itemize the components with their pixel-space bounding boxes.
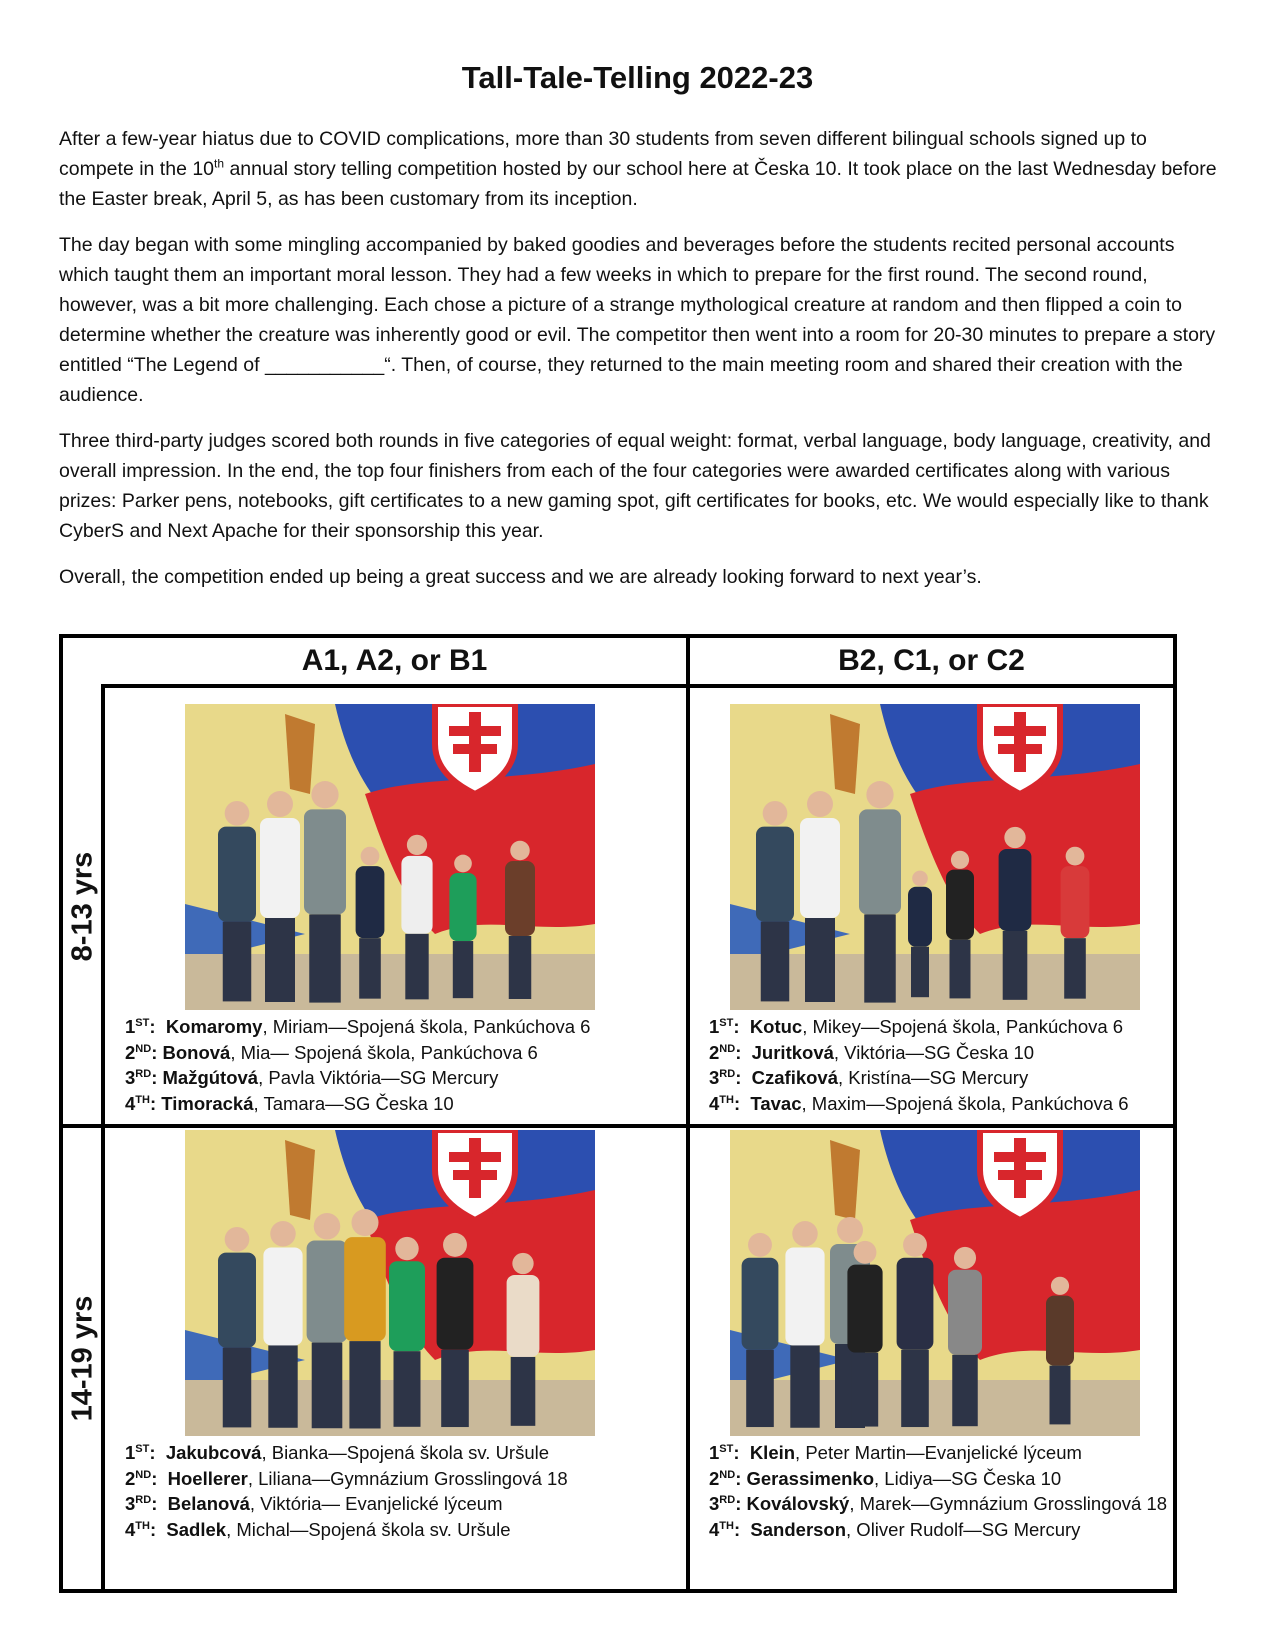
surname: Belanová [167,1493,250,1514]
page-title: Tall-Tale-Telling 2022-23 [461,60,814,95]
person-torso [742,1258,779,1350]
place-separator: : [735,1493,747,1514]
cell-older-lower [105,1128,686,1589]
person-torso [756,827,794,922]
place-separator: : [735,1067,752,1088]
result-row [125,1517,568,1543]
person-head [443,1233,467,1257]
cross-bar-top [994,726,1046,736]
cross-bar-bottom [998,1170,1042,1180]
cross-vertical [469,712,481,772]
person-torso [785,1247,824,1345]
person-torso [908,887,932,947]
place-separator: : [735,1041,752,1063]
name-and-school: , Bianka—Spojená škola sv. Uršule [261,1442,550,1463]
person-legs [952,1355,978,1426]
surname: Koválovský [746,1493,850,1514]
person-torso [307,1241,348,1343]
cell-younger-lower [105,688,686,1124]
place-number: 1 [709,1442,720,1463]
person-legs [312,1343,343,1429]
person-head [912,871,928,887]
name-and-school: , Peter Martin—Evanjelické lýceum [795,1442,1082,1463]
name-and-school: , Liliana—Gymnázium Grosslingová 18 [247,1467,568,1489]
group-photo [185,704,595,1010]
result-row [709,1014,1129,1040]
person-torso [449,873,476,941]
name-and-school: , Viktória—SG Česka 10 [833,1041,1035,1063]
name-and-school: , Viktória— Evanjelické lýceum [249,1493,503,1514]
row-label-older: 14-19 yrs [66,1295,99,1422]
name-and-school: , Miriam—Spojená škola, Pankúchova 6 [262,1016,591,1037]
cross-bar-bottom [998,744,1042,754]
place-number: 3 [709,1067,720,1088]
place-separator: : [149,1092,162,1114]
person-legs [265,918,295,1002]
place-separator: : [151,1493,168,1514]
person-torso [859,809,901,914]
name-and-school: , Pavla Viktória—SG Mercury [258,1067,499,1088]
place-number: 2 [709,1467,720,1489]
person-legs [761,922,790,1002]
person-legs [746,1350,774,1427]
person-legs [223,922,252,1002]
person-head [1004,827,1025,848]
place-suffix: RD [719,1493,736,1506]
result-row [709,1091,1129,1117]
person-torso [897,1258,934,1350]
intro-paragraph-4: Overall, the competition ended up being a great success and we are already looking forward to next year’s. [59,566,982,588]
person-legs [950,940,971,999]
place-number: 1 [125,1016,136,1037]
person-torso [999,849,1032,931]
photo-illustration [730,704,1140,1010]
surname: Bonová [162,1041,231,1063]
place-separator: : [733,1518,751,1540]
person-torso [389,1261,425,1351]
person-head [854,1241,877,1264]
name-and-school: , Mia— Spojená škola, Pankúchova 6 [230,1041,538,1063]
person-legs [405,934,428,1000]
person-head [395,1237,418,1260]
person-legs [441,1350,469,1427]
name-and-school: , Oliver Rudolf—SG Mercury [846,1518,1081,1540]
person-head [792,1221,817,1246]
surname: Tavac [750,1092,802,1114]
surname: Klein [749,1442,796,1463]
person-head [225,801,250,826]
place-suffix: ND [719,1042,736,1055]
place-suffix: RD [719,1067,736,1080]
place-number: 3 [125,1067,136,1088]
place-suffix: ND [719,1468,736,1481]
person-legs [1003,931,1028,1000]
person-head [837,1217,863,1243]
person-torso [260,818,300,918]
place-suffix: ND [135,1042,152,1055]
group-photo [185,1130,595,1436]
group-photo [730,1130,1140,1436]
person-legs [349,1341,380,1428]
place-separator: : [149,1016,166,1037]
result-row [709,1517,1167,1543]
person-head [903,1233,927,1257]
place-separator: : [149,1518,167,1540]
cross-vertical [1014,712,1026,772]
cross-vertical [1014,1138,1026,1198]
place-number: 4 [125,1092,136,1114]
place-separator: : [151,1041,163,1063]
person-legs [790,1345,819,1427]
intro-paragraph-1: After a few-year hiatus due to COVID complications, more than 30 students from seven different bilingual schools signed up to compete in the 10th annual story telling competition hosted by our school here at Česka 10. It took place on the last Wednesday before the Easter break, April 5, as has been customary from its inception. [59,128,1217,210]
surname: Sanderson [750,1518,847,1540]
row-label-younger: 8-13 yrs [66,851,99,961]
place-suffix: ST [135,1016,150,1029]
person-head [351,1209,378,1236]
cross-vertical [469,1138,481,1198]
person-torso [847,1265,882,1353]
person-head [361,847,380,866]
cross-bar-top [449,1152,501,1162]
person-head [510,841,530,861]
column-header-upper-levels: B2, C1, or C2 [838,644,1025,677]
surname: Gerassimenko [746,1467,875,1489]
cross-bar-bottom [453,1170,497,1180]
place-number: 1 [709,1016,720,1037]
person-torso [263,1247,302,1345]
results-table [59,634,1177,1593]
person-head [270,1221,295,1246]
place-suffix: RD [135,1493,152,1506]
result-row [709,1491,1167,1517]
result-row [125,1065,590,1091]
place-suffix: TH [719,1519,734,1532]
person-torso [1046,1296,1074,1366]
surname: Sadlek [166,1518,227,1540]
surname: Mažgútová [162,1067,259,1088]
result-row [125,1466,568,1492]
place-separator: : [733,1442,750,1463]
result-row [709,1440,1167,1466]
result-row [125,1440,568,1466]
name-and-school: , Michal—Spojená škola sv. Uršule [226,1518,511,1540]
intro-paragraph-2: The day began with some mingling accompanied by baked goodies and beverages before the students recited personal accounts which taught them an important moral lesson. They had a few weeks in which to prepare for the first round. The second round, however, was a bit more challenging. Each chose a picture of a strange mythological creature at random and then flipped a coin to determine whether the creature was inherently good or evil. The competitor then went into a room for 20-30 minutes to prepare a story entitled “The Legend of ___________“. Then, of course, they returned to the main meeting room and shared their creation with the audience. [59,234,1216,406]
person-legs [1050,1366,1071,1425]
place-separator: : [151,1067,163,1088]
result-row [709,1065,1129,1091]
name-and-school: , Maxim—Spojená škola, Pankúchova 6 [801,1092,1129,1114]
place-separator: : [149,1442,166,1463]
place-suffix: TH [135,1093,150,1106]
person-legs [1064,938,1086,998]
person-legs [394,1351,421,1427]
place-number: 4 [125,1518,136,1540]
group-photo [730,704,1140,1010]
person-torso [356,866,385,938]
person-torso [505,861,535,936]
person-legs [268,1345,297,1427]
place-separator: : [151,1467,168,1489]
person-head [225,1227,250,1252]
surname: Kotuc [749,1016,803,1037]
person-head [748,1233,772,1257]
photo-illustration [185,1130,595,1436]
place-separator: : [733,1016,750,1037]
photo-illustration [730,1130,1140,1436]
results-list [125,1014,590,1116]
place-separator: : [733,1092,751,1114]
place-number: 3 [125,1493,136,1514]
person-torso [437,1258,474,1350]
person-legs [901,1350,929,1427]
place-suffix: ST [719,1016,734,1029]
place-suffix: RD [135,1067,152,1080]
photo-illustration [185,704,595,1010]
results-list [709,1014,1129,1116]
person-head [267,791,293,817]
name-and-school: , Lidiya—SG Česka 10 [874,1467,1062,1489]
person-torso [800,818,840,918]
person-torso [304,809,346,914]
results-list [125,1440,568,1542]
place-suffix: TH [719,1093,734,1106]
column-header-lower-levels: A1, A2, or B1 [301,644,488,677]
intro-paragraph-3: Three third-party judges scored both rounds in five categories of equal weight: format, verbal language, body language, creativity, and overall impression. In the end, the top four finishers from each of the four categories were awarded certificates along with various prizes: Parker pens, notebooks, gift certificates to a new gaming spot, gift certificates for books, etc. We would especially like to thank CyberS and Next Apache for their sponsorship this year. [59,430,1211,542]
place-separator: : [735,1467,747,1489]
cell-younger-upper [690,688,1173,1124]
surname: Czafiková [751,1067,839,1088]
person-torso [507,1275,540,1357]
person-head [951,851,969,869]
name-and-school: , Kristína—SG Mercury [838,1067,1029,1088]
surname: Juritková [751,1041,834,1063]
person-head [512,1253,533,1274]
person-legs [509,936,532,999]
place-suffix: ND [135,1468,152,1481]
place-suffix: ST [135,1442,150,1455]
person-torso [344,1237,386,1341]
place-number: 2 [125,1041,136,1063]
name-and-school: , Tamara—SG Česka 10 [253,1092,454,1114]
intro-text [59,124,1219,608]
place-number: 3 [709,1493,720,1514]
person-head [314,1213,341,1240]
results-list [709,1440,1167,1542]
person-head [866,781,893,808]
result-row [125,1091,590,1117]
place-suffix: ST [719,1442,734,1455]
person-torso [218,827,256,922]
person-torso [218,1253,256,1348]
person-torso [401,856,432,934]
surname: Hoellerer [167,1467,248,1489]
person-head [407,835,427,855]
name-and-school: , Mikey—Spojená škola, Pankúchova 6 [802,1016,1124,1037]
person-head [954,1247,976,1269]
person-legs [223,1348,252,1428]
person-legs [309,914,341,1002]
person-legs [359,938,381,998]
result-row [709,1040,1129,1066]
cell-older-upper [690,1128,1173,1589]
cross-bar-top [994,1152,1046,1162]
surname: Komaromy [165,1016,263,1037]
place-number: 2 [125,1467,136,1489]
cross-bar-top [449,726,501,736]
result-row [709,1466,1167,1492]
cross-bar-bottom [453,744,497,754]
person-head [454,855,472,873]
place-number: 4 [709,1092,720,1114]
person-head [311,781,338,808]
place-number: 1 [125,1442,136,1463]
surname: Timoracká [161,1092,254,1114]
person-torso [1061,866,1090,938]
person-legs [852,1353,878,1427]
person-head [1066,847,1085,866]
person-legs [864,914,896,1002]
person-torso [948,1270,982,1355]
result-row [125,1040,590,1066]
place-suffix: TH [135,1519,150,1532]
person-legs [511,1357,536,1426]
result-row [125,1014,590,1040]
place-number: 4 [709,1518,720,1540]
person-head [1051,1277,1069,1295]
person-torso [946,870,974,940]
person-legs [911,947,929,997]
person-legs [453,941,473,998]
person-legs [805,918,835,1002]
result-row [125,1491,568,1517]
person-head [763,801,788,826]
person-head [807,791,833,817]
place-number: 2 [709,1041,720,1063]
surname: Jakubcová [165,1442,262,1463]
name-and-school: , Marek—Gymnázium Grosslingová 18 [849,1493,1168,1514]
